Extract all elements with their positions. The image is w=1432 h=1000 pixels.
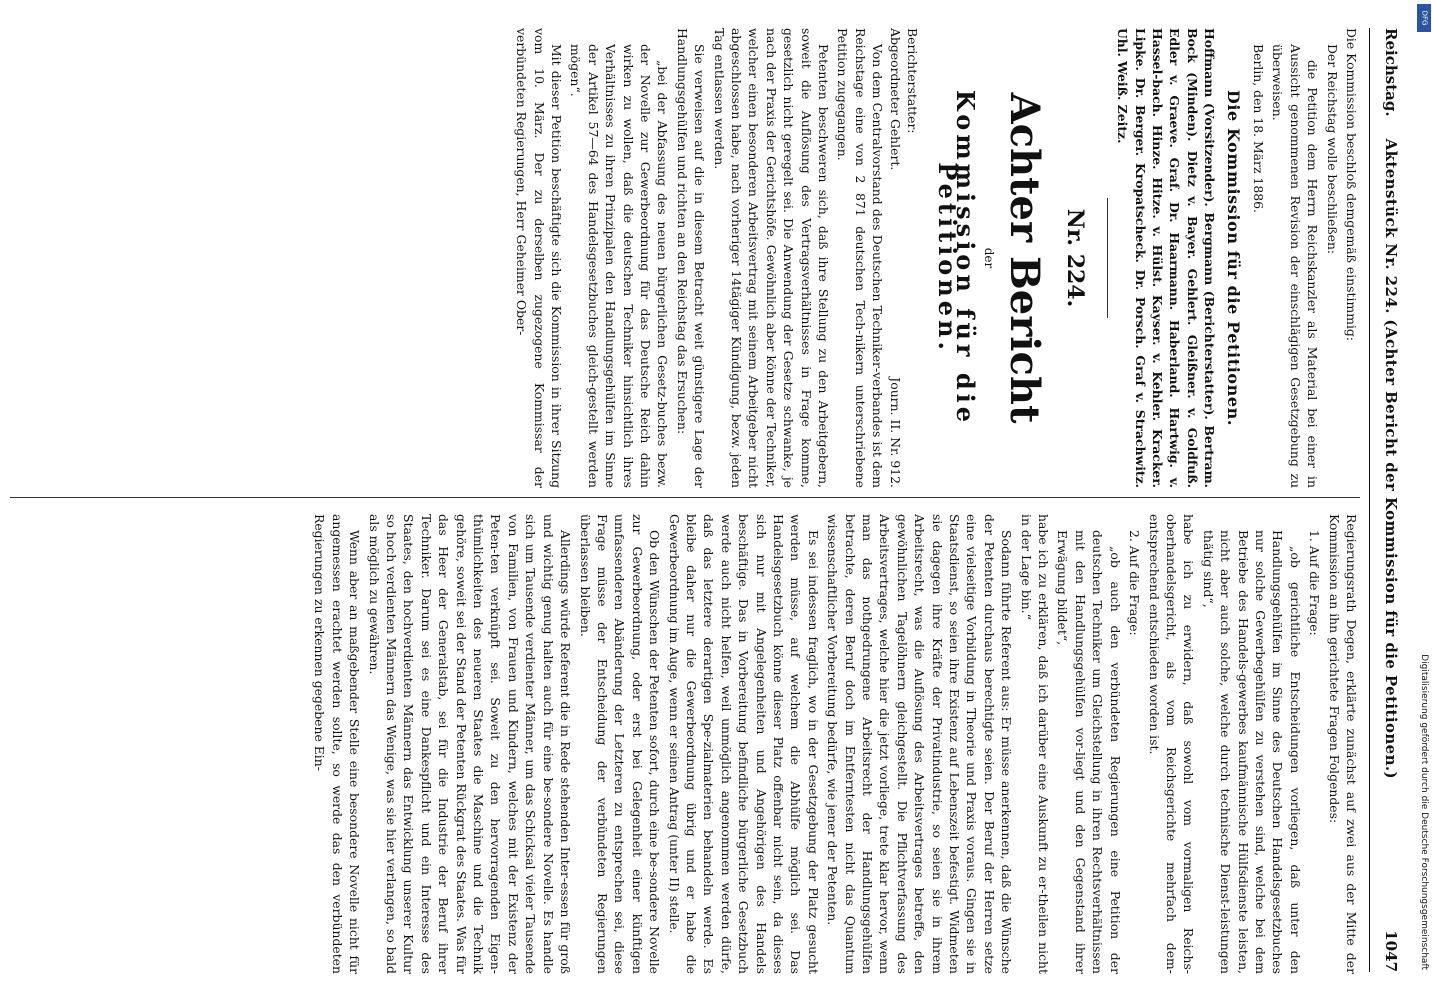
paragraph: 2. Auf die Frage: xyxy=(1127,530,1143,636)
reporter-name: Abgeordneter Gehlert. xyxy=(887,28,903,171)
date-line: Berlin, den 18. März 1886. xyxy=(1250,44,1266,213)
paragraph: Allerdings würde Referent die in Rede stehenden Inter-essen für groß und wichtig genug halten auch für eine be-sondere Novelle. Es handle sich um Tausende verdienter Männer, um das Schicksal vieler Tausende von Familien, von Frauen und Kindern, welches mit der Existenz der Peten-ten verknüpft sei. Soweit zu den hervorragenden Eigen-thümlichkeiten des neueren Staates die Maschine und die Technik gehöre, soweit sei der Stand der Petenten Rückgrat des Staates. Was für das Heer der Generalstab, sei für die Industrie der Beruf ihrer Techniker. Darum sei es eine Dankespflicht und ein Interesse des Staates, den hochverdienten Männern das Entwicklung unserer Kultur so hoch verdienten Männern das Wenige, was sie hier verlangen, so bald als möglich zu gewähren. xyxy=(366,514,574,974)
committee-title: Die Kommission für die Petitionen. xyxy=(1223,89,1243,427)
page-number: 1047 xyxy=(1382,930,1400,972)
dfg-logo xyxy=(1417,4,1431,32)
paragraph: Petenten beschweren sich, daß ihre Stellung zu den Arbeitgebern, soweit die Auflösung des Vertragsverhältnisses in Frage komme, gesetzlich nicht geregelt sei. Die Anwendung der Gesetze schwanke, je nach der Praxis der Gerichtshöfe. Gewöhnlich aber könne der Techniker, welcher einen besonderen Arbeitsvertrag mit seinem Arbeitgeber nicht abgeschlossen habe, nach vorheriger 14tägiger Kündigung, bezw. jeden Tag entlassen werden. xyxy=(711,28,832,488)
header-left: Reichstag. xyxy=(1382,28,1400,117)
paragraph: Sodann führte Referent aus: Er müsse anerkennen, daß die Wünsche der Petenten durchaus berechtigte seien. Der Beruf der Herren setze eine vielseitige Vorbildung in Theorie und Praxis voraus. Gingen sie in Staatsdienst, so seien ihre Existenz auf Lebenszeit befestigt. Widmeten sie dagegen ihre Kräfte der Privatindustrie, so seien sie in ihrem Arbeitsrecht, was die Auflösung des Arbeitsvertrages betreffe, den gewöhnlichen Tagelöhnern gleichgestellt. Die Pflichtverfassung des Arbeitsvertrages, welche hier die jetzt vorliege, trete klar hervor, wenn man das nothgedrungene Arbeitsrecht der Handlungsgehülfen betrachte, deren Beruf doch im Entferntesten nicht das Quantum wissenschaftlicher Vorbereitung bedürfe, wie jener der Petenten. xyxy=(825,514,1015,974)
report-title-der: der xyxy=(982,247,997,269)
question-quote: „ob gerichtliche Entscheidungen vorliegen, daß unter den Handlungsgehülfen im Sinne des Deutschen Handelsgesetzbuches nur solche Gewerbegehülfen zu verstehen sind, welche bei dem Betriebe des Handels-gewerbes kaufmännische Hülfsdienste leisten, nicht aber auch solche, welche durch technische Dienst-leistungen thätig sind“, xyxy=(1200,530,1303,974)
funding-sidebar xyxy=(1416,0,1432,1000)
paragraph: habe ich zu erwidern, daß sowohl vom vormaligen Reichs-oberhandelsgericht, als vom Reichsgerichte mehrfach dem-entsprechend entschieden worden ist. xyxy=(1146,514,1197,974)
report-title: Achter Bericht xyxy=(1001,92,1049,424)
header-center: Aktenstück Nr. 224. (Achter Bericht der Kommission für die Petitionen.) xyxy=(1382,138,1400,780)
paragraph: Ob den Wünschen der Petenten sofort, durch eine be-sondere Novelle zur Gewerbeordnung, oder erst bei Gelegenheit einer künftigen umfassenderen Abänderung der Letzteren zu entsprechen sei, diese Frage müsse der Entscheidung der verbündeten Regierungen überlassen bleiben. xyxy=(577,514,663,974)
paragraph: Regierungsrath Degen, erklärte zunächst auf zwei aus der Mitte der Kommission an ihn gerichtete Fragen Folgendes: xyxy=(1326,514,1359,974)
journal-number: Journ. II. Nr. 912. xyxy=(887,377,903,488)
resolution-text: die Petition dem Herrn Reichskanzler als Material bei einer in Aussicht genommenen Revision der einschlägigen Gesetzgebung zu überweisen. xyxy=(1270,44,1321,488)
page-header xyxy=(1369,28,1400,972)
left-column xyxy=(0,28,1360,488)
paragraph: Sie verweisen auf die in diesem Betracht weit günstigere Lage der Handlungsgehülfen und richten an den Reichstag das Ersuchen: xyxy=(674,28,708,488)
right-column xyxy=(0,514,1360,974)
paragraph: Die Kommission beschloß demgemäß einstimmig: xyxy=(1344,28,1359,342)
reporter-label: Berichterstatter: xyxy=(905,28,921,134)
petition-quote: „bei der Abfassung des neuen bürgerlichen Gesetz-buches bezw. der Novelle zur Gewerbeordnung für das Deutsche Reich dahin wirken zu wollen, daß die deutschen Techniker hinsichtlich ihres Verhältnisses zu ihren Prinzipalen den Handlungsgehülfen im Sinne der Artikel 57—64 des Handelsgesetzbuches gleich-gestellt werden mögen“. xyxy=(568,44,671,488)
question-quote: „ob auch den verbündeten Regierungen eine Petition der deutschen Techniker um Gleichstellung in ihren Rechtsverhältnissen mit den Handlungsgehülfen vor-liegt und den Gegenstand ihrer Erwägung bildet“, xyxy=(1055,530,1123,974)
funding-note: Digitalisierung gefördert durch die Deutsche Forschungsgemeinschaft xyxy=(1419,654,1429,970)
column-divider xyxy=(10,497,1360,498)
paragraph: Von dem Centralvorstand des Deutschen Techniker-verbandes ist dem Reichstage eine von 2 871 deutschen Tech-nikern unterschriebene Petition zugegangen. xyxy=(835,28,886,488)
paragraph: Der Reichstag wolle beschließen: xyxy=(1324,44,1340,255)
paragraph: 1. Auf die Frage: xyxy=(1307,530,1323,636)
member-list: Hoffmann (Vorsitzender). Bergmann (Berichterstatter). Bertram. Bock (Minden). Dietz v. Bayer. Gehlert. Gleißner. v. Goldfuß. Edler v. Graeve. Graf. Dr. Haarmann. Haberland. Hartwig. v. Hassel-bach. Hinze. Hitze. v. Hülst. Kayser. v. Kehler. Kracker. Lipke. Dr. Berger. Kropatscheck. Dr. Porsch. Graf v. Strachwitz. Uhl. Weiß. Zeitz. xyxy=(1115,28,1218,488)
report-subtitle: Kommission für die Petitionen. xyxy=(933,89,980,427)
dfg-logo-text: DFG xyxy=(1420,10,1428,26)
reporter-row xyxy=(886,28,903,488)
divider-rule xyxy=(1107,198,1108,318)
paragraph: Mit dieser Petition beschäftigte sich die Kommission in ihrer Sitzung vom 10. März. Der zu derselben zugezogene Kommissar der verbündeten Regierungen, Herr Geheimer Ober- xyxy=(514,28,564,488)
paragraph: Es sei indessen fraglich, wo in der Gesetzgebung der Platz gesucht werden müsse, auf welchem die Abhülfe möglich sei. Das Handelsgesetzbuch könne dieser Platz offenbar nicht sein, da dieses sich nur mit Angelegenheiten und Angehörigen des Handels beschäftige. Das in Vorbereitung befindliche bürgerliche Gesetzbuch werde auch nicht helfen, weil unmöglich angenommen werden dürfe, daß das letztere derartigen Spe-zialmaterien behandeln werde. Es bleibe daher nur die Gewerbeordnung übrig und er habe die Gewerbeordnung im Auge, wenn er seinen Antrag (unter II) stelle. xyxy=(666,514,821,974)
paragraph: Wenn aber an maßgebender Stelle eine besondere Novelle nicht für angemessen erachtet werden sollte, so werde das den verbündeten Regierungen zu erkennen gegebene Ein- xyxy=(312,514,363,974)
paragraph: habe ich zu erklären, daß ich darüber eine Auskunft zu er-theilen nicht in der Lage bin.“ xyxy=(1018,514,1052,974)
document-number: Nr. 224. xyxy=(1061,208,1088,308)
